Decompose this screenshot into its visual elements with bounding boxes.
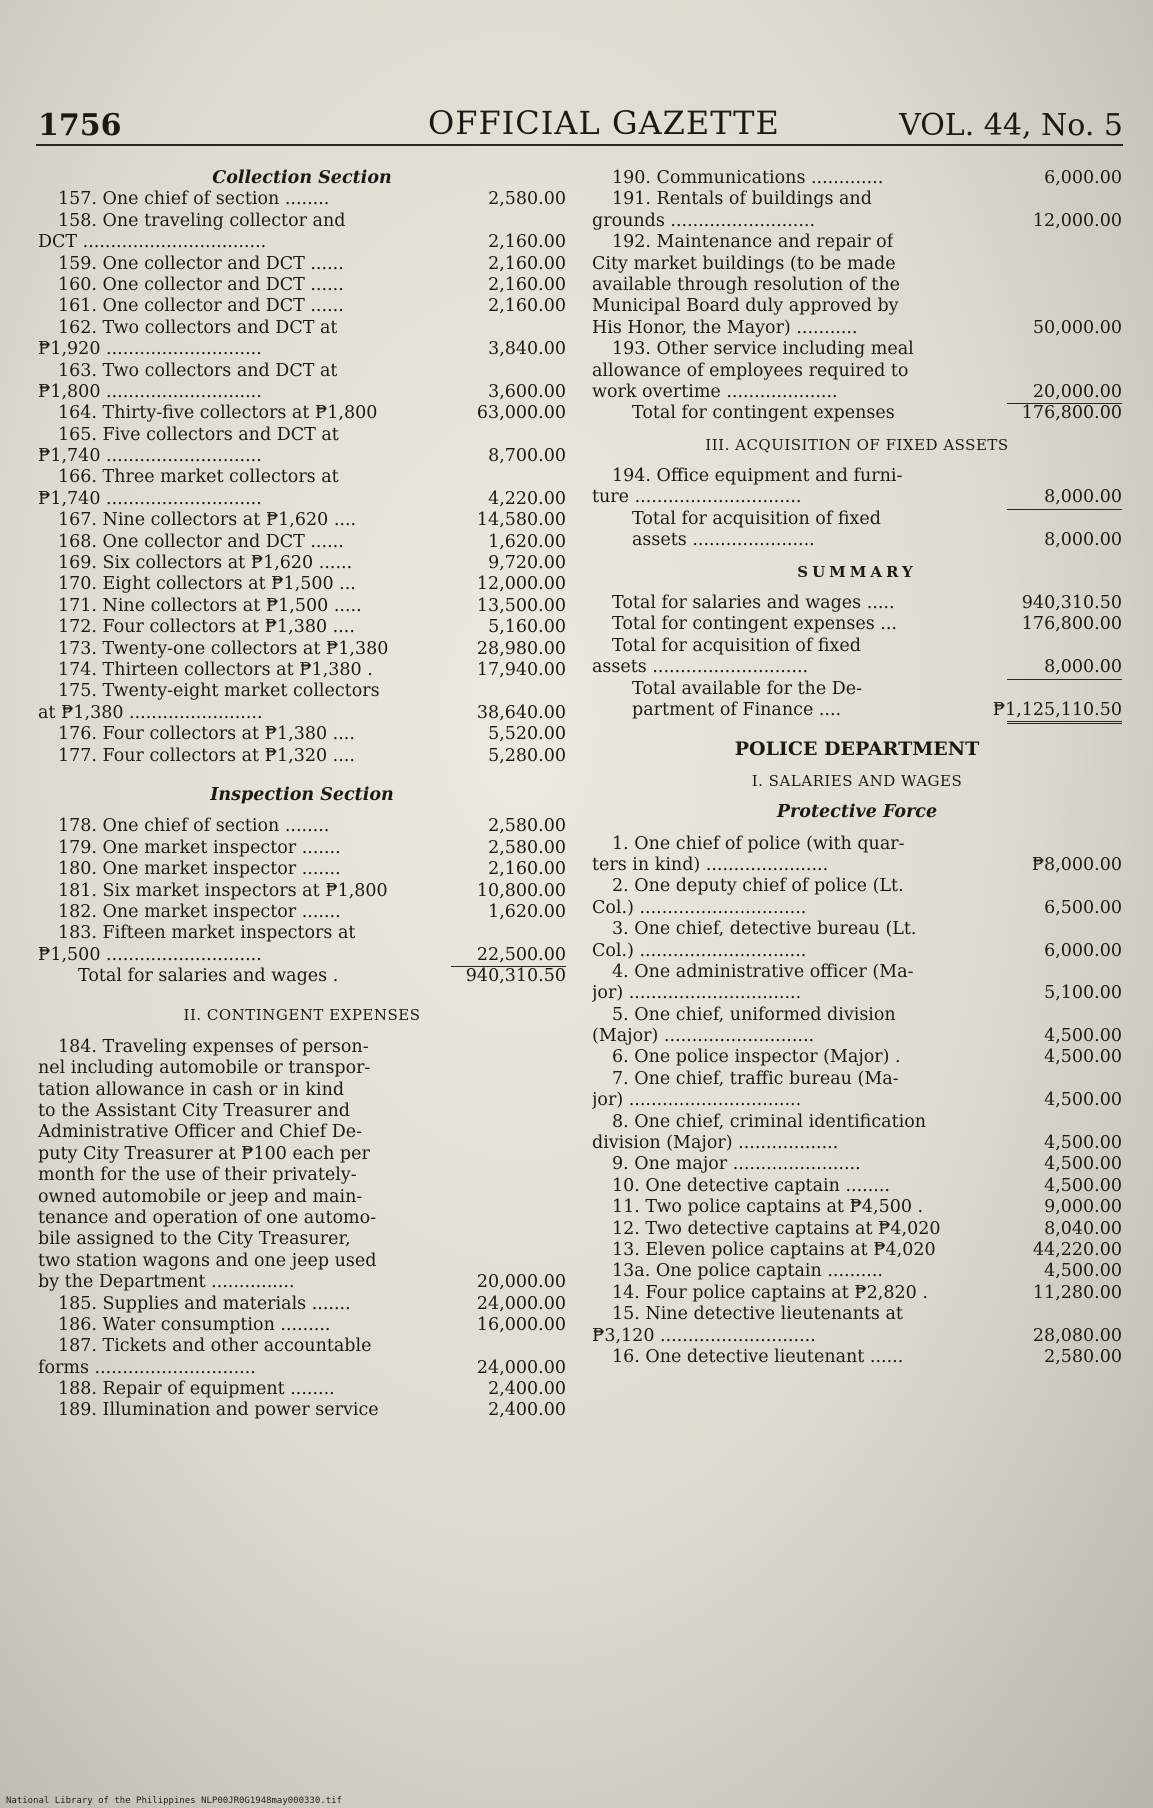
line-amount: 10,800.00: [476, 880, 566, 901]
line-text: 16. One detective lieutenant ......: [612, 1346, 904, 1367]
line-amount: 38,640.00: [476, 702, 566, 723]
budget-line: [38, 724, 566, 745]
budget-line: [38, 1187, 566, 1208]
line-amount: 50,000.00: [1032, 317, 1122, 338]
line-text: at ₱1,380 ........................: [38, 702, 263, 723]
line-amount: 28,980.00: [476, 638, 566, 659]
line-amount: 4,500.00: [1044, 1175, 1122, 1196]
line-amount: 3,600.00: [488, 381, 566, 402]
line-amount: 2,160.00: [488, 232, 566, 253]
budget-line: [38, 746, 566, 767]
line-text: 174. Thirteen collectors at ₱1,380 .: [58, 659, 373, 680]
line-text: Col.) ..............................: [592, 940, 807, 961]
line-text: Inspection Section: [210, 784, 394, 805]
budget-line: [38, 532, 566, 553]
budget-line: [38, 382, 566, 403]
section-heading: [592, 739, 1122, 760]
line-text: puty City Treasurer at ₱100 each per: [38, 1143, 370, 1164]
budget-line: [592, 1261, 1122, 1282]
line-text: 186. Water consumption .........: [58, 1314, 331, 1335]
spacer: [592, 792, 1122, 802]
line-amount: 2,160.00: [488, 274, 566, 295]
line-amount: 28,080.00: [1032, 1325, 1122, 1346]
line-amount: 6,000.00: [1044, 168, 1122, 188]
line-text: 7. One chief, traffic bureau (Ma-: [612, 1068, 899, 1089]
line-text: III. ACQUISITION OF FIXED ASSETS: [705, 435, 1009, 454]
line-text: by the Department ...............: [38, 1272, 295, 1293]
budget-line: [592, 1176, 1122, 1197]
line-text: owned automobile or jeep and main-: [38, 1186, 363, 1207]
budget-line: [592, 1219, 1122, 1240]
budget-line: [38, 211, 566, 232]
line-text: 190. Communications .............: [612, 168, 884, 188]
line-amount: 9,000.00: [1044, 1197, 1122, 1218]
budget-line: [592, 1112, 1122, 1133]
budget-line: [592, 339, 1122, 360]
line-text: SUMMARY: [797, 562, 917, 581]
budget-line: [38, 1144, 566, 1165]
budget-line: [38, 1358, 566, 1379]
line-amount: 16,000.00: [476, 1314, 566, 1335]
line-text: 12. Two detective captains at ₱4,020: [612, 1218, 941, 1239]
budget-line: [38, 617, 566, 638]
spacer: [38, 806, 566, 816]
line-amount: 9,720.00: [488, 553, 566, 574]
line-amount: 2,580.00: [488, 816, 566, 837]
budget-line: [38, 1251, 566, 1272]
line-text: (Major) ...........................: [592, 1026, 815, 1047]
section-heading: [592, 771, 1122, 792]
line-amount: 8,700.00: [488, 446, 566, 467]
line-text: 194. Office equipment and furni-: [612, 466, 903, 487]
budget-line: [38, 574, 566, 595]
budget-line: [592, 1197, 1122, 1218]
budget-line: [592, 898, 1122, 919]
line-amount: 2,580.00: [488, 837, 566, 858]
budget-line: [38, 1400, 566, 1421]
spacer: [592, 456, 1122, 466]
section-heading: [38, 1005, 566, 1026]
budget-line: [38, 703, 566, 724]
spacer: [592, 824, 1122, 834]
budget-line: [38, 254, 566, 275]
spacer: [592, 583, 1122, 593]
line-amount: 2,580.00: [1044, 1346, 1122, 1367]
line-text: 14. Four police captains at ₱2,820 .: [612, 1282, 928, 1303]
budget-line: [38, 189, 566, 210]
budget-line: [592, 318, 1122, 339]
line-text: 13a. One police captain ..........: [612, 1261, 883, 1282]
budget-line: [38, 945, 566, 966]
budget-line: [592, 1154, 1122, 1175]
spacer: [592, 552, 1122, 562]
budget-line: [38, 660, 566, 681]
line-amount: 4,500.00: [1044, 1026, 1122, 1047]
budget-line: [38, 1294, 566, 1315]
line-amount: 6,500.00: [1044, 897, 1122, 918]
line-text: 4. One administrative officer (Ma-: [612, 961, 914, 982]
budget-line: [38, 510, 566, 531]
right-column: [592, 168, 1122, 1368]
section-heading: [592, 435, 1122, 456]
budget-line: [592, 983, 1122, 1004]
line-text: 15. Nine detective lieutenants at: [612, 1304, 903, 1325]
line-text: 189. Illumination and power service: [58, 1400, 379, 1421]
line-amount: 1,620.00: [488, 531, 566, 552]
line-amount: 2,400.00: [488, 1400, 566, 1421]
budget-line: [592, 382, 1122, 403]
line-amount: 12,000.00: [1032, 210, 1122, 231]
budget-line: [592, 466, 1122, 487]
line-text: Total for contingent expenses: [632, 403, 895, 424]
line-amount: 2,400.00: [488, 1379, 566, 1400]
line-text: division (Major) ..................: [592, 1133, 839, 1154]
budget-line: [38, 339, 566, 360]
section-heading: [592, 562, 1122, 583]
budget-line: [38, 923, 566, 944]
line-text: bile assigned to the City Treasurer,: [38, 1229, 351, 1250]
line-text: Total for salaries and wages .....: [612, 593, 895, 614]
line-amount: 5,100.00: [1044, 983, 1122, 1004]
line-amount: 2,160.00: [488, 253, 566, 274]
budget-line: [592, 962, 1122, 983]
budget-line: [592, 919, 1122, 940]
line-text: 181. Six market inspectors at ₱1,800: [58, 880, 388, 901]
line-text: Municipal Board duly approved by: [592, 296, 899, 317]
line-text: 175. Twenty-eight market collectors: [58, 681, 380, 702]
budget-line: [38, 489, 566, 510]
budget-line: [38, 1058, 566, 1079]
line-text: ₱1,920 ............................: [38, 339, 262, 360]
budget-line: [592, 1005, 1122, 1026]
budget-line: [592, 1240, 1122, 1261]
budget-line: [592, 1283, 1122, 1304]
line-amount: 940,310.50: [465, 966, 566, 987]
line-amount: 63,000.00: [476, 403, 566, 424]
line-text: two station wagons and one jeep used: [38, 1250, 377, 1271]
line-text: ture ..............................: [592, 487, 802, 508]
line-text: I. SALARIES AND WAGES: [751, 771, 963, 790]
spacer: [592, 761, 1122, 771]
line-amount: 4,500.00: [1044, 1154, 1122, 1175]
spacer: [592, 425, 1122, 435]
line-text: ₱1,740 ............................: [38, 488, 262, 509]
budget-line: [38, 275, 566, 296]
budget-line: [592, 1090, 1122, 1111]
line-amount: 13,500.00: [476, 595, 566, 616]
line-text: 184. Traveling expenses of person-: [58, 1036, 369, 1057]
line-text: Total for salaries and wages .: [78, 966, 339, 987]
budget-line: [38, 232, 566, 253]
budget-line: [592, 1133, 1122, 1154]
line-text: 3. One chief, detective bureau (Lt.: [612, 919, 917, 940]
line-text: 172. Four collectors at ₱1,380 ....: [58, 617, 355, 638]
line-text: 179. One market inspector .......: [58, 837, 341, 858]
budget-line: [38, 881, 566, 902]
budget-line: [592, 403, 1122, 424]
section-heading: [592, 802, 1122, 823]
line-text: His Honor, the Mayor) ...........: [592, 317, 858, 338]
budget-line: [38, 1101, 566, 1122]
budget-line: [38, 553, 566, 574]
line-text: ₱1,500 ............................: [38, 944, 262, 965]
line-amount: 12,000.00: [476, 574, 566, 595]
budget-line: [592, 509, 1122, 530]
budget-line: [592, 275, 1122, 296]
budget-line: [592, 834, 1122, 855]
line-text: Total for acquisition of fixed: [612, 635, 861, 656]
line-amount: ₱8,000.00: [1031, 854, 1122, 875]
budget-line: [38, 318, 566, 339]
line-text: 11. Two police captains at ₱4,500 .: [612, 1197, 924, 1218]
line-amount: 24,000.00: [476, 1293, 566, 1314]
line-text: 168. One collector and DCT ......: [58, 531, 344, 552]
line-text: 2. One deputy chief of police (Lt.: [612, 876, 904, 897]
line-text: DCT .................................: [38, 232, 267, 253]
budget-line: [592, 876, 1122, 897]
line-text: jor) ...............................: [592, 1090, 802, 1111]
budget-line: [38, 1379, 566, 1400]
budget-line: [38, 1229, 566, 1250]
line-text: Protective Force: [776, 802, 938, 823]
budget-line: [38, 296, 566, 317]
line-text: 161. One collector and DCT ......: [58, 296, 344, 317]
budget-line: [38, 902, 566, 923]
line-text: assets ......................: [632, 530, 815, 551]
budget-line: [592, 593, 1122, 614]
line-text: 9. One major .......................: [612, 1154, 861, 1175]
spacer: [38, 987, 566, 1005]
line-amount: 5,160.00: [488, 617, 566, 638]
line-text: available through resolution of the: [592, 274, 900, 295]
line-text: 164. Thirty-five collectors at ₱1,800: [58, 403, 378, 424]
section-heading: [38, 168, 566, 189]
section-heading: [38, 785, 566, 806]
line-text: ₱1,740 ............................: [38, 446, 262, 467]
budget-line: [38, 596, 566, 617]
budget-line: [592, 657, 1122, 678]
budget-line: [592, 700, 1122, 721]
line-text: nel including automobile or transpor-: [38, 1058, 371, 1079]
line-text: 167. Nine collectors at ₱1,620 ....: [58, 510, 357, 531]
line-text: 178. One chief of section ........: [58, 816, 330, 837]
line-amount: 8,000.00: [1044, 487, 1122, 508]
line-text: 6. One police inspector (Major) .: [612, 1047, 901, 1068]
budget-line: [592, 614, 1122, 635]
budget-line: [38, 966, 566, 987]
line-text: 173. Twenty-one collectors at ₱1,380: [58, 638, 389, 659]
line-text: month for the use of their privately-: [38, 1165, 357, 1186]
line-text: partment of Finance ....: [632, 699, 842, 720]
line-amount: 11,280.00: [1032, 1282, 1122, 1303]
budget-line: [592, 1047, 1122, 1068]
page-number: 1756: [38, 108, 122, 143]
line-text: 160. One collector and DCT ......: [58, 274, 344, 295]
budget-line: [38, 1165, 566, 1186]
budget-line: [38, 859, 566, 880]
scan-footer: National Library of the Philippines NLP00JR0G1948may000330.tif: [6, 1796, 342, 1806]
line-text: 5. One chief, uniformed division: [612, 1004, 896, 1025]
line-text: Collection Section: [212, 168, 392, 188]
spacer: [38, 1027, 566, 1037]
line-text: 177. Four collectors at ₱1,320 ....: [58, 745, 355, 766]
line-text: 192. Maintenance and repair of: [612, 232, 894, 253]
line-text: POLICE DEPARTMENT: [734, 739, 980, 761]
line-amount: 3,840.00: [488, 339, 566, 360]
line-text: 166. Three market collectors at: [58, 467, 339, 488]
line-text: ters in kind) ......................: [592, 854, 829, 875]
budget-line: [592, 361, 1122, 382]
line-text: 165. Five collectors and DCT at: [58, 424, 339, 445]
budget-line: [592, 1326, 1122, 1347]
line-text: jor) ...............................: [592, 983, 802, 1004]
line-amount: ₱1,125,110.50: [992, 699, 1122, 720]
line-text: 171. Nine collectors at ₱1,500 .....: [58, 595, 362, 616]
line-amount: 176,800.00: [1021, 403, 1122, 424]
budget-line: [592, 189, 1122, 210]
budget-line: [592, 211, 1122, 232]
budget-line: [592, 168, 1122, 189]
budget-line: [592, 487, 1122, 508]
line-text: 158. One traveling collector and: [58, 210, 346, 231]
line-amount: 20,000.00: [1032, 381, 1122, 402]
line-amount: 17,940.00: [476, 659, 566, 680]
line-text: 13. Eleven police captains at ₱4,020: [612, 1239, 936, 1260]
line-amount: 22,500.00: [476, 944, 566, 965]
budget-line: [38, 446, 566, 467]
budget-line: [592, 254, 1122, 275]
line-text: ₱1,800 ............................: [38, 381, 262, 402]
line-amount: 4,500.00: [1044, 1047, 1122, 1068]
line-text: 169. Six collectors at ₱1,620 ......: [58, 553, 353, 574]
budget-line: [592, 941, 1122, 962]
budget-line: [38, 361, 566, 382]
line-amount: 940,310.50: [1021, 593, 1122, 614]
line-text: 1. One chief of police (with quar-: [612, 833, 905, 854]
line-text: 10. One detective captain ........: [612, 1175, 890, 1196]
spacer: [38, 767, 566, 785]
budget-line: [592, 530, 1122, 551]
line-text: 157. One chief of section ........: [58, 189, 330, 210]
line-text: Total available for the De-: [632, 678, 863, 699]
line-amount: 14,580.00: [476, 510, 566, 531]
line-amount: 5,280.00: [488, 745, 566, 766]
line-amount: 44,220.00: [1032, 1239, 1122, 1260]
line-text: grounds ..........................: [592, 210, 816, 231]
line-amount: 20,000.00: [476, 1272, 566, 1293]
line-text: 193. Other service including meal: [612, 339, 914, 360]
budget-line: [592, 232, 1122, 253]
budget-line: [38, 1122, 566, 1143]
line-text: 191. Rentals of buildings and: [612, 189, 872, 210]
budget-line: [38, 425, 566, 446]
line-text: ₱3,120 ............................: [592, 1325, 816, 1346]
budget-line: [592, 1026, 1122, 1047]
line-text: Total for contingent expenses ...: [612, 614, 897, 635]
line-text: II. CONTINGENT EXPENSES: [183, 1006, 421, 1025]
line-text: 162. Two collectors and DCT at: [58, 317, 338, 338]
line-amount: 4,500.00: [1044, 1133, 1122, 1154]
line-text: 170. Eight collectors at ₱1,500 ...: [58, 574, 356, 595]
budget-line: [38, 639, 566, 660]
line-text: Col.) ..............................: [592, 897, 807, 918]
line-amount: 176,800.00: [1021, 614, 1122, 635]
line-amount: 2,160.00: [488, 296, 566, 317]
line-text: to the Assistant City Treasurer and: [38, 1101, 350, 1122]
budget-line: [38, 681, 566, 702]
budget-line: [38, 1272, 566, 1293]
line-text: assets ............................: [592, 657, 809, 678]
line-text: Total for acquisition of fixed: [632, 508, 881, 529]
line-text: 182. One market inspector .......: [58, 901, 341, 922]
line-text: 159. One collector and DCT ......: [58, 253, 344, 274]
publication-title: OFFICIAL GAZETTE: [428, 104, 780, 142]
line-text: Administrative Officer and Chief De-: [38, 1122, 363, 1143]
budget-line: [592, 636, 1122, 657]
line-text: 188. Repair of equipment ........: [58, 1379, 335, 1400]
line-text: 187. Tickets and other accountable: [58, 1336, 372, 1357]
budget-line: [38, 1037, 566, 1058]
budget-line: [38, 816, 566, 837]
budget-line: [38, 1080, 566, 1101]
line-amount: 2,580.00: [488, 189, 566, 210]
budget-line: [592, 1069, 1122, 1090]
budget-line: [38, 838, 566, 859]
line-amount: 4,500.00: [1044, 1261, 1122, 1282]
budget-line: [592, 855, 1122, 876]
line-text: 183. Fifteen market inspectors at: [58, 923, 356, 944]
line-amount: 8,000.00: [1044, 657, 1122, 678]
budget-line: [38, 1208, 566, 1229]
budget-line: [38, 403, 566, 424]
line-amount: 5,520.00: [488, 724, 566, 745]
line-text: 176. Four collectors at ₱1,380 ....: [58, 724, 355, 745]
line-amount: 1,620.00: [488, 901, 566, 922]
volume-number: VOL. 44, No. 5: [899, 108, 1123, 143]
line-text: 185. Supplies and materials .......: [58, 1293, 351, 1314]
budget-line: [592, 1304, 1122, 1325]
line-text: 180. One market inspector .......: [58, 859, 341, 880]
line-text: 8. One chief, criminal identification: [612, 1111, 927, 1132]
line-text: allowance of employees required to: [592, 360, 909, 381]
line-amount: 8,000.00: [1044, 530, 1122, 551]
budget-line: [38, 1315, 566, 1336]
line-text: City market buildings (to be made: [592, 253, 896, 274]
line-amount: 2,160.00: [488, 859, 566, 880]
line-amount: 6,000.00: [1044, 940, 1122, 961]
budget-line: [592, 296, 1122, 317]
line-text: tation allowance in cash or in kind: [38, 1079, 345, 1100]
line-amount: 8,040.00: [1044, 1218, 1122, 1239]
line-text: tenance and operation of one automo-: [38, 1207, 377, 1228]
header-rule: [36, 144, 1123, 146]
left-column: [38, 168, 566, 1422]
budget-line: [38, 467, 566, 488]
line-text: forms .............................: [38, 1357, 256, 1378]
page-header: [38, 98, 1123, 148]
line-amount: 4,220.00: [488, 488, 566, 509]
budget-line: [592, 1347, 1122, 1368]
line-amount: 24,000.00: [476, 1357, 566, 1378]
budget-line: [592, 679, 1122, 700]
line-text: work overtime ....................: [592, 381, 838, 402]
line-amount: 4,500.00: [1044, 1090, 1122, 1111]
line-text: 163. Two collectors and DCT at: [58, 360, 338, 381]
budget-line: [38, 1336, 566, 1357]
